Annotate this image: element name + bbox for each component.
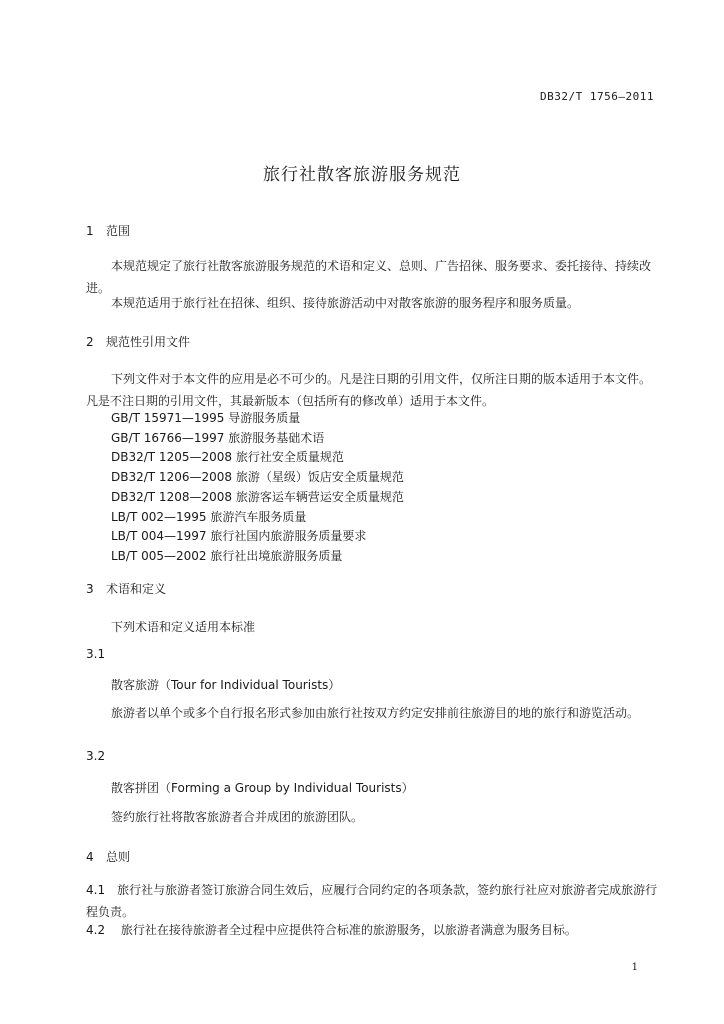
term-3-2-title: 散客拼团（Forming a Group by Individual Tourists） (111, 781, 414, 795)
reference-item: DB32/T 1206—2008 旅游（星级）饭店安全质量规范 (111, 470, 404, 485)
reference-item: GB/T 15971—1995 导游服务质量 (111, 411, 301, 425)
reference-item: LB/T 002—1995 旅游汽车服务质量 (111, 509, 307, 524)
section-title: 总则 (106, 850, 131, 864)
clause-4-2: 4.2 旅行社在接待旅游者全过程中应提供符合标准的旅游服务，以旅游者满意为服务目标。 (86, 923, 577, 937)
reference-item: GB/T 16766—1997 旅游服务基础术语 (111, 430, 325, 445)
section-2-intro: 下列文件对于本文件的应用是必不可少的。凡是注日期的引用文件，仅所注日期的版本适用于本文件。凡是不注日期的引用文件，其最新版本（包括所有的修改单）适用于本文件。 (86, 372, 652, 408)
section-2-heading (86, 333, 190, 350)
section-number: 4 (86, 850, 94, 864)
term-3-2-definition: 签约旅行社将散客旅游者合并成团的旅游团队。 (111, 810, 364, 824)
term-3-2-number: 3.2 (86, 749, 106, 763)
reference-item: LB/T 004—1997 旅行社国内旅游服务质量要求 (111, 529, 367, 544)
section-3-intro: 下列术语和定义适用本标准 (111, 620, 256, 634)
section-title: 术语和定义 (106, 582, 167, 596)
reference-item: DB32/T 1208—2008 旅游客运车辆营运安全质量规范 (111, 489, 404, 504)
page-number: 1 (631, 962, 638, 973)
term-3-1-title: 散客旅游（Tour for Individual Tourists） (111, 678, 341, 692)
section-1-heading (86, 222, 130, 239)
clause-4-1: 4.1 旅行社与旅游者签订旅游合同生效后，应履行合同约定的各项条款，签约旅行社应对旅游者完成旅游行程负责。 (86, 883, 658, 919)
section-number: 1 (86, 224, 94, 238)
section-3-heading (86, 580, 166, 597)
section-title: 规范性引用文件 (106, 335, 191, 349)
reference-item: LB/T 005—2002 旅行社出境旅游服务质量 (111, 548, 343, 563)
section-1-paragraph-1: 本规范规定了旅行社散客旅游服务规范的术语和定义、总则、广告招徕、服务要求、委托接待、持续改进。 (86, 259, 652, 295)
section-number: 2 (86, 335, 94, 349)
document-code: DB32/T 1756—2011 (540, 90, 654, 103)
term-3-1-number: 3.1 (86, 647, 106, 661)
section-4-heading (86, 848, 130, 865)
document-title: 旅行社散客旅游服务规范 (263, 165, 461, 185)
section-number: 3 (86, 582, 94, 596)
section-1-paragraph-2: 本规范适用于旅行社在招徕、组织、接待旅游活动中对散客旅游的服务程序和服务质量。 (111, 296, 580, 310)
reference-list (111, 409, 404, 567)
term-3-1-definition: 旅游者以单个或多个自行报名形式参加由旅行社按双方约定安排前往旅游目的地的旅行和游览活动。 (111, 706, 640, 720)
section-title: 范围 (106, 224, 131, 238)
reference-item: DB32/T 1205—2008 旅行社安全质量规范 (111, 450, 344, 465)
